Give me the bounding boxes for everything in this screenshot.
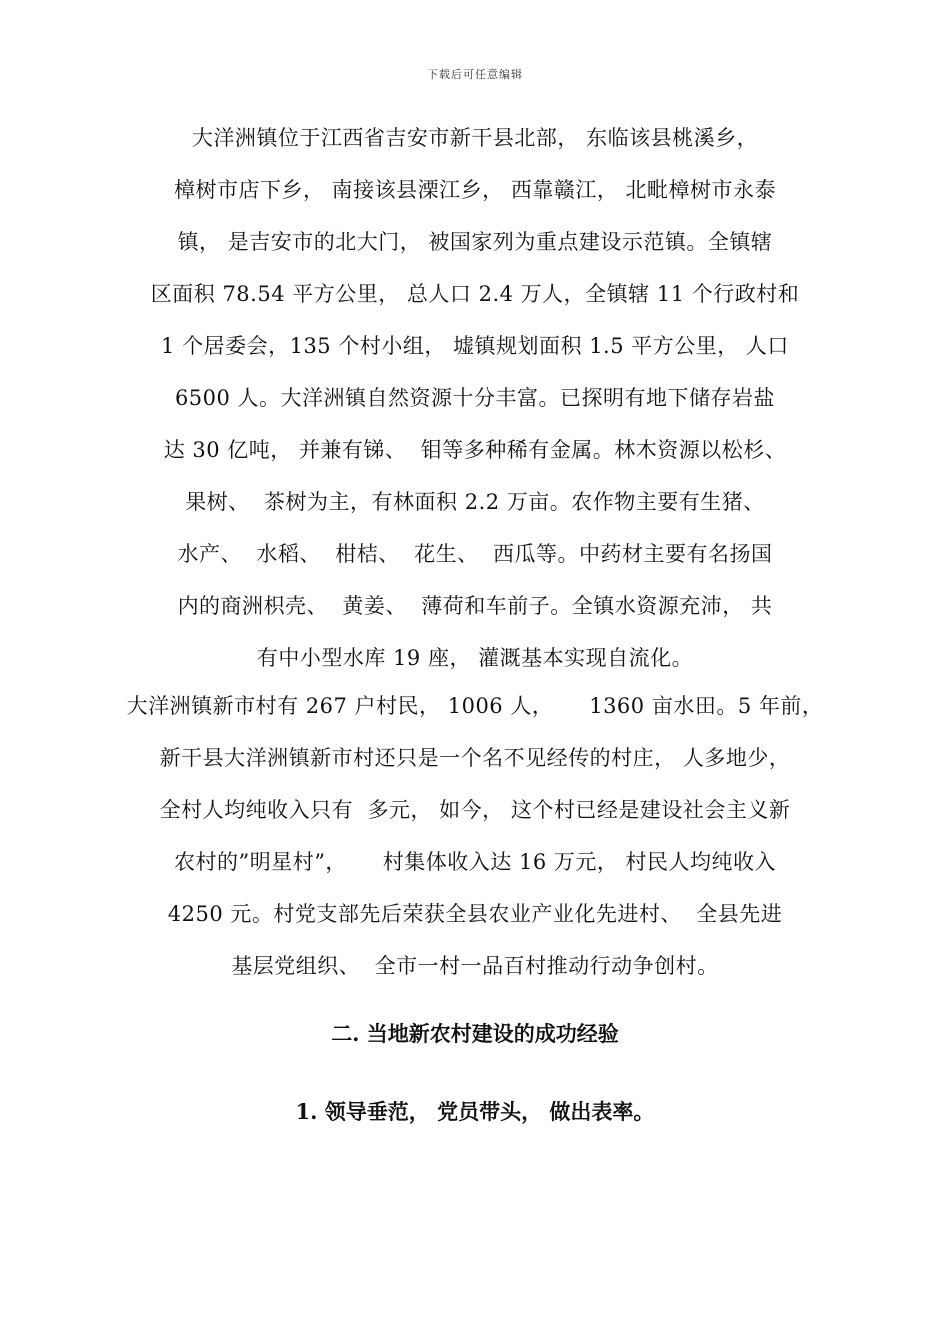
paragraph-line: 农村的”明星村”， 村集体收入达 16 万元， 村民人均纯收入	[173, 850, 777, 874]
paragraph-line: 全村人均纯收入只有 多元， 如今， 这个村已经是建设社会主义新	[159, 798, 791, 822]
paragraph-line: 达 30 亿吨， 并兼有锑、 钼等多种稀有金属。林木资源以松杉、	[163, 438, 787, 462]
paragraph-line: 区面积 78.54 平方公里， 总人口 2.4 万人，全镇辖 11 个行政村和	[150, 282, 800, 306]
paragraph-town-overview	[0, 112, 950, 684]
section-heading: 二. 当地新农村建设的成功经验	[331, 1021, 619, 1046]
paragraph-line: 大洋洲镇位于江西省吉安市新干县北部， 东临该县桃溪乡，	[191, 126, 759, 150]
paragraph-line: 基层党组织、 全市一村一品百村推动行动争创村。	[231, 954, 719, 978]
paragraph-xinshi-village	[0, 680, 950, 992]
paragraph-line: 新干县大洋洲镇新市村还只是一个名不见经传的村庄， 人多地少，	[159, 746, 791, 770]
paragraph-line: 有中小型水库 19 座， 灌溉基本实现自流化。	[256, 646, 694, 670]
paragraph-line: 大洋洲镇新市村有 267 户村民， 1006 人， 1360 亩水田。5 年前，	[126, 694, 824, 718]
paragraph-line: 1 个居委会，135 个村小组， 墟镇规划面积 1.5 平方公里， 人口	[161, 334, 789, 358]
paragraph-line: 樟树市店下乡， 南接该县溧江乡， 西靠赣江， 北毗樟树市永泰	[173, 178, 777, 202]
paragraph-line: 果树、 茶树为主，有林面积 2.2 万亩。农作物主要有生猪、	[185, 490, 765, 514]
paragraph-line: 4250 元。村党支部先后荣获全县农业产业化先进村、 全县先进	[167, 902, 783, 926]
paragraph-line: 内的商洲枳壳、 黄姜、 薄荷和车前子。全镇水资源充沛， 共	[177, 594, 773, 618]
header-note: 下载后可任意编辑	[427, 68, 523, 81]
paragraph-line: 镇， 是吉安市的北大门， 被国家列为重点建设示范镇。全镇辖	[177, 230, 773, 254]
paragraph-line: 6500 人。大洋洲镇自然资源十分丰富。已探明有地下储存岩盐	[174, 386, 776, 410]
sub-heading: 1. 领导垂范， 党员带头， 做出表率。	[295, 1099, 655, 1124]
paragraph-line: 水产、 水稻、 柑桔、 花生、 西瓜等。中药材主要有名扬国	[177, 542, 773, 566]
